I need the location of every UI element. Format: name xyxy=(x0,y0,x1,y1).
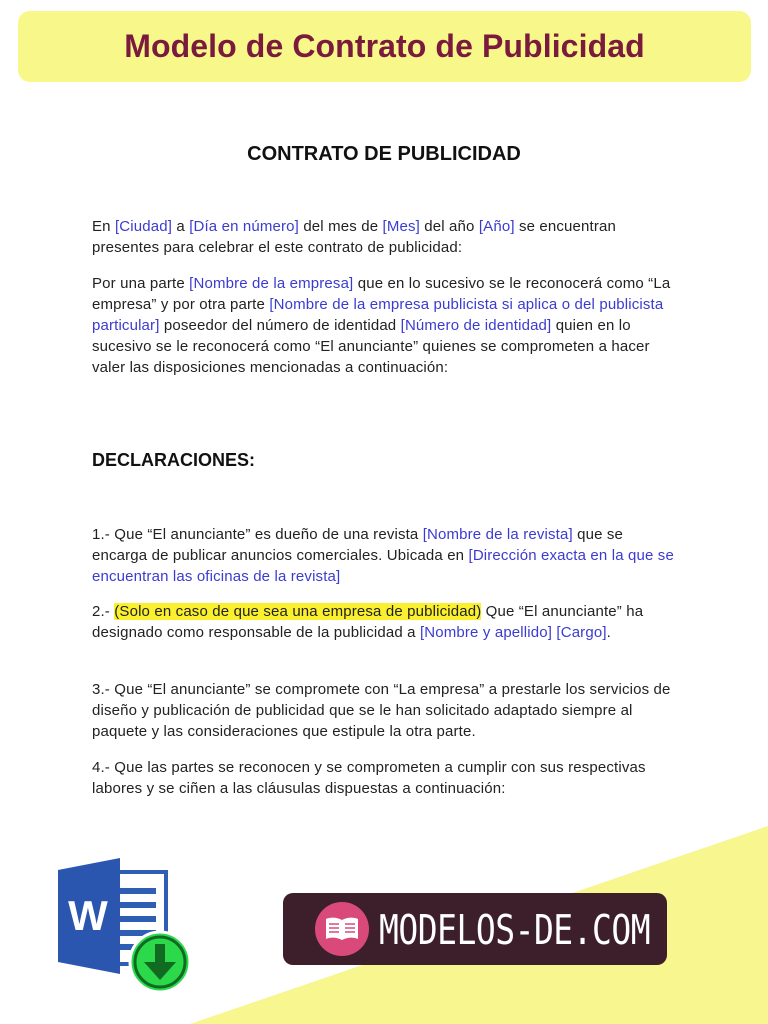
title-banner xyxy=(18,11,751,82)
placeholder-year: [Año] xyxy=(478,218,515,235)
declaration-2: 2.- (Solo en caso de que sea una empresa de publicidad) Que “El anunciante” ha designado como responsable de la publicidad a [Nombre y apellido] [Cargo]. xyxy=(92,603,644,641)
document-title: CONTRATO DE PUBLICIDAD xyxy=(247,143,521,165)
site-logo[interactable] xyxy=(283,893,667,965)
declaration-3: 3.- Que “El anunciante” se compromete con “La empresa” a prestarle los servicios de diseño y publicación de publicidad que se le han solicitado adaptado siempre al paquete y las consideraciones que estipule la otra parte. xyxy=(92,681,671,740)
placeholder-address: [Dirección exacta en la que se encuentran las oficinas de la revista] xyxy=(92,547,674,585)
banner-title: Modelo de Contrato de Publicidad xyxy=(124,28,645,64)
placeholder-id-number: [Número de identidad] xyxy=(400,317,552,334)
highlighted-note: (Solo en caso de que sea una empresa de publicidad) xyxy=(114,603,482,620)
download-arrow-icon[interactable] xyxy=(130,932,190,992)
logo-text: MODELOS-DE.COM xyxy=(379,904,651,954)
placeholder-month: [Mes] xyxy=(382,218,420,235)
placeholder-publicist-name: [Nombre de la empresa publicista si aplica o del publicista particular] xyxy=(92,296,664,334)
parties-paragraph: Por una parte [Nombre de la empresa] que en lo sucesivo se le reconocerá como “La empresa” y por otra parte [Nombre de la empresa publicista si aplica o del publicista particular] poseedor del número de identidad [Número de identidad] quien en lo sucesivo se le reconocerá como “El anunciante” quienes se comprometen a hacer valer las disposiciones mencionadas a continuación: xyxy=(92,275,671,376)
declaration-1: 1.- Que “El anunciante” es dueño de una revista [Nombre de la revista] que se encarga de publicar anuncios comerciales. Ubicada en [Dirección exacta en la que se encuentran las oficinas de la revista] xyxy=(92,526,674,585)
declaration-4: 4.- Que las partes se reconocen y se comprometen a cumplir con sus respectivas labores y se ciñen a las cláusulas dispuestas a continuación: xyxy=(92,759,646,797)
placeholder-city: [Ciudad] xyxy=(114,218,173,235)
placeholder-company-name: [Nombre de la empresa] xyxy=(189,275,354,292)
section-declarations: DECLARACIONES: xyxy=(92,450,256,470)
intro-paragraph: En [Ciudad] a [Día en número] del mes de [Mes] del año [Año] se encuentran presentes para celebrar el este contrato de publicidad: xyxy=(92,218,616,256)
word-document-icon[interactable] xyxy=(58,858,194,998)
word-icon-letter: W xyxy=(68,892,108,939)
placeholder-position: [Cargo] xyxy=(556,624,607,641)
placeholder-magazine-name: [Nombre de la revista] xyxy=(422,526,573,543)
open-book-icon xyxy=(315,902,369,956)
placeholder-full-name: [Nombre y apellido] xyxy=(419,624,553,641)
placeholder-day: [Día en número] xyxy=(189,218,299,235)
